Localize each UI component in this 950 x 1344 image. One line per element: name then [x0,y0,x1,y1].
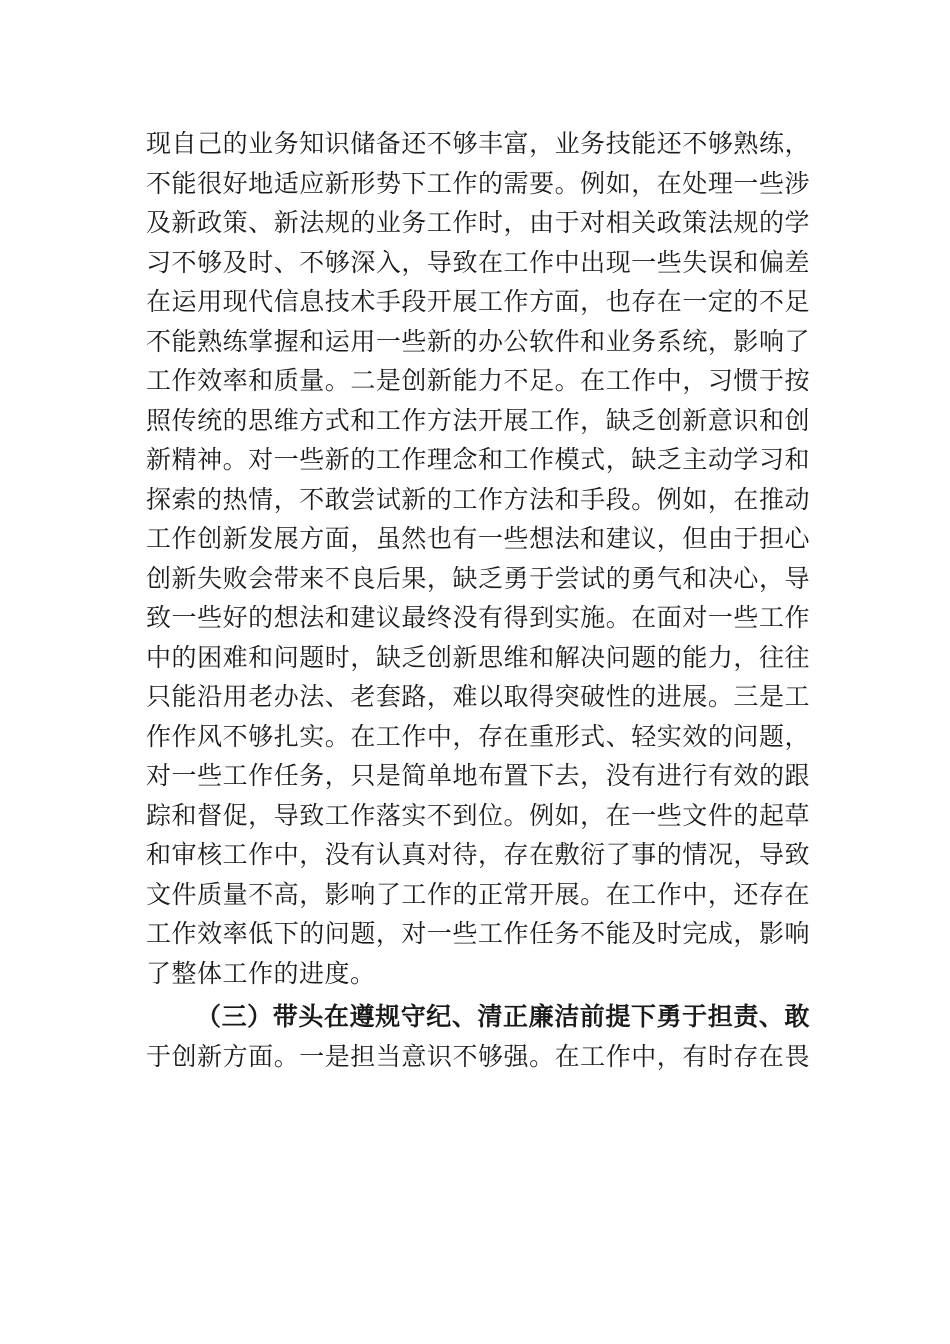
document-body [146,124,810,1076]
text-line: 只能沿用老办法、老套路，难以取得突破性的进展。三是工 [146,682,810,711]
paragraph-1 [146,124,810,993]
text-line: 中的困难和问题时，缺乏创新思维和解决问题的能力，往往 [146,642,810,672]
text-line: 探索的热情，不敢尝试新的工作方法和手段。例如，在推动 [146,484,810,514]
text-line: 习不够及时、不够深入，导致在工作中出现一些失误和偏差 [146,247,810,277]
text-line: 致一些好的想法和建议最终没有得到实施。在面对一些工作 [146,603,810,632]
text-line: 工作效率低下的问题，对一些工作任务不能及时完成，影响 [146,919,810,948]
text-line: 文件质量不高，影响了工作的正常开展。在工作中，还存在 [146,879,810,909]
section-body-text: 一是担当意识不够强。在工作中，有时存在畏 [299,1041,810,1071]
text-line: 工作效率和质量。二是创新能力不足。在工作中，习惯于按 [146,366,810,395]
text-line: 创新失败会带来不良后果，缺乏勇于尝试的勇气和决心，导 [146,563,810,593]
text-line: 作作风不够扎实。在工作中，存在重形式、轻实效的问题， [146,721,810,751]
paragraph-2 [146,997,810,1076]
text-line: 和审核工作中，没有认真对待，存在敷衍了事的情况，导致 [146,840,810,869]
text-line: 工作创新发展方面，虽然也有一些想法和建议，但由于担心 [146,524,810,553]
section-heading-line: （三）带头在遵规守纪、清正廉洁前提下勇于担责、敢 [196,1002,810,1031]
text-line: 新精神。对一些新的工作理念和工作模式，缺乏主动学习和 [146,445,810,474]
text-line [146,1037,810,1077]
text-line: 不能熟练掌握和运用一些新的办公软件和业务系统，影响了 [146,326,810,356]
text-line: 照传统的思维方式和工作方法开展工作，缺乏创新意识和创 [146,405,810,435]
text-line: 对一些工作任务，只是简单地布置下去，没有进行有效的跟 [146,761,810,790]
text-line: 不能很好地适应新形势下工作的需要。例如，在处理一些涉 [146,168,810,198]
section-heading-tail: 于创新方面。 [146,1041,300,1071]
text-line: 在运用现代信息技术手段开展工作方面，也存在一定的不足 [146,287,810,316]
text-line: 现自己的业务知识储备还不够丰富，业务技能还不够熟练， [146,129,810,158]
text-line: 及新政策、新法规的业务工作时，由于对相关政策法规的学 [146,208,810,237]
text-line: 踪和督促，导致工作落实不到位。例如，在一些文件的起草 [146,800,810,830]
text-line: 了整体工作的进度。 [146,958,376,988]
